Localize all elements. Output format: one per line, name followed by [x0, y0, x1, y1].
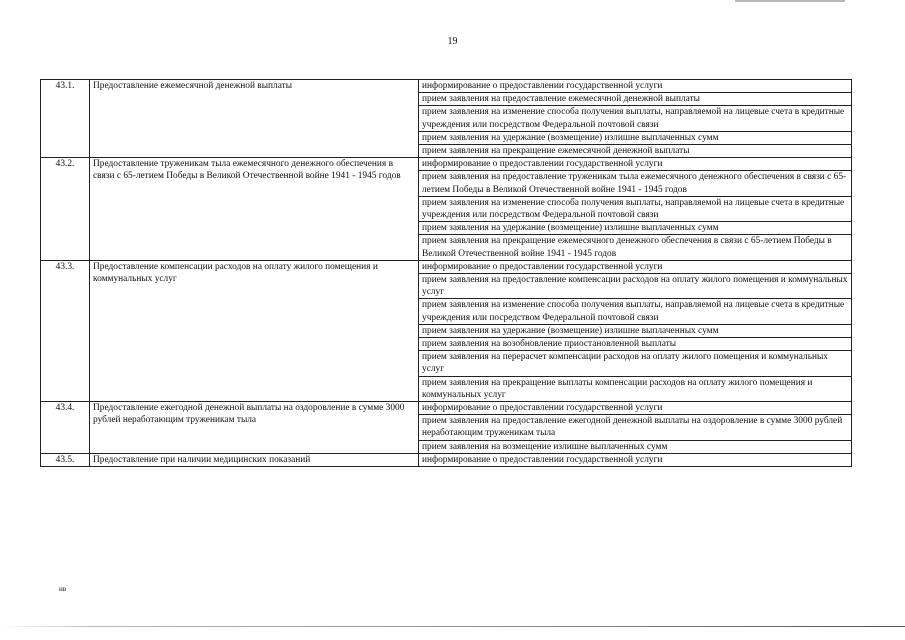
service-step: прием заявления на возмещение излишне выплаченных сумм [419, 440, 852, 453]
service-number: 43.2. [41, 158, 90, 261]
service-step: информирование о предоставлении государственной услуги [419, 80, 852, 93]
service-step: прием заявления на предоставление ежегодной денежной выплаты на оздоровление в сумме 3000 рублей неработающим труженикам тыла [419, 415, 852, 440]
service-title: Предоставление при наличии медицинских показаний [90, 453, 419, 466]
table-row [41, 402, 852, 415]
service-step: прием заявления на прекращение ежемесячного денежного обеспечения в связи с 65-летием Победы в Великой Отечественной войне 1941 - 1945 годов [419, 235, 852, 260]
service-title: Предоставление ежемесячной денежной выплаты [90, 80, 419, 158]
footer-initials: нв [59, 585, 67, 593]
service-step: информирование о предоставлении государственной услуги [419, 402, 852, 415]
service-step: информирование о предоставлении государственной услуги [419, 260, 852, 273]
service-title: Предоставление ежегодной денежной выплаты на оздоровление в сумме 3000 рублей неработающим труженикам тыла [90, 402, 419, 454]
service-step: прием заявления на изменение способа получения выплаты, направляемой на лицевые счета в кредитные учреждения или посредством Федеральной почтовой связи [419, 196, 852, 221]
service-step: информирование о предоставлении государственной услуги [419, 453, 852, 466]
service-step: прием заявления на прекращение ежемесячной денежной выплаты [419, 145, 852, 158]
service-step: прием заявления на предоставление компенсации расходов на оплату жилого помещения и коммунальных услуг [419, 274, 852, 299]
service-number: 43.3. [41, 260, 90, 401]
service-step: прием заявления на изменение способа получения выплаты, направляемой на лицевые счета в кредитные учреждения или посредством Федеральной почтовой связи [419, 106, 852, 131]
services-table [40, 79, 852, 467]
service-title: Предоставление компенсации расходов на оплату жилого помещения и коммунальных услуг [90, 260, 419, 401]
table-row [41, 80, 852, 93]
table-row [41, 158, 852, 171]
table-row [41, 453, 852, 466]
service-number: 43.1. [41, 80, 90, 158]
service-step: прием заявления на удержание (возмещение) излишне выплаченных сумм [419, 131, 852, 144]
service-step: прием заявления на прекращение выплаты компенсации расходов на оплату жилого помещения и коммунальных услуг [419, 376, 852, 401]
service-number: 43.5. [41, 453, 90, 466]
service-step: прием заявления на возобновление приостановленной выплаты [419, 338, 852, 351]
service-step: прием заявления на перерасчет компенсации расходов на оплату жилого помещения и коммунальных услуг [419, 351, 852, 376]
services-table-body [41, 80, 852, 467]
service-number: 43.4. [41, 402, 90, 454]
service-step: прием заявления на предоставление ежемесячной денежной выплаты [419, 93, 852, 106]
service-title: Предоставление труженикам тыла ежемесячного денежного обеспечения в связи с 65-летием Победы в Великой Отечественной войне 1941 - 1945 годов [90, 158, 419, 261]
table-row [41, 260, 852, 273]
service-step: информирование о предоставлении государственной услуги [419, 158, 852, 171]
scan-edge-mark [735, 0, 845, 2]
service-step: прием заявления на изменение способа получения выплаты, направляемой на лицевые счета в кредитные учреждения или посредством Федеральной почтовой связи [419, 299, 852, 324]
service-step: прием заявления на предоставление труженикам тыла ежемесячного денежного обеспечения в связи с 65-летием Победы в Великой Отечественной войне 1941 - 1945 годов [419, 171, 852, 196]
page-number: 19 [447, 36, 458, 47]
service-step: прием заявления на удержание (возмещение) излишне выплаченных сумм [419, 324, 852, 337]
service-step: прием заявления на удержание (возмещение) излишне выплаченных сумм [419, 222, 852, 235]
scan-bottom-line [0, 626, 905, 627]
